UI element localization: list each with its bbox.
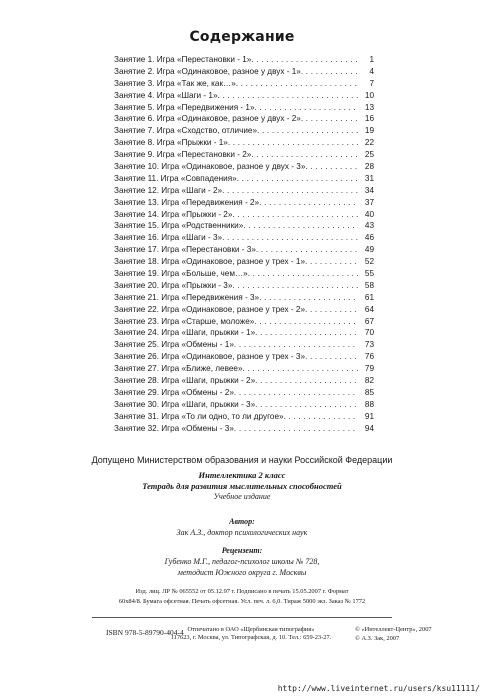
toc-entry <box>114 339 374 351</box>
toc-entry-label: Занятие 7. Игра «Сходство, отличие» <box>114 126 258 136</box>
toc-leader-dots <box>232 209 358 221</box>
toc-entry <box>114 351 374 363</box>
toc-entry <box>114 244 374 256</box>
toc-entry-page: 67 <box>364 316 374 326</box>
copyright-2: © А.З. Зак, 2007 <box>355 635 400 642</box>
copyright-1: © «Интеллект-Центр», 2007 <box>355 626 432 633</box>
toc-entry <box>114 387 374 399</box>
toc-entry <box>114 220 374 232</box>
toc-entry <box>114 280 374 292</box>
toc-entry-label: Занятие 17. Игра «Перестановки - 3» <box>114 245 256 255</box>
toc-entry <box>114 423 374 435</box>
toc-entry-label: Занятие 18. Игра «Одинаковое, разное у трех - 1» <box>114 257 306 267</box>
toc-entry-label: Занятие 28. Игра «Шаги, прыжки - 2» <box>114 376 256 386</box>
toc-entry-label: Занятие 31. Игра «То ли одно, то ли другое» <box>114 411 284 421</box>
toc-leader-dots <box>284 411 358 423</box>
toc-entry <box>114 363 374 375</box>
toc-entry <box>114 232 374 244</box>
toc-entry-label: Занятие 12. Игра «Шаги - 2» <box>114 185 223 195</box>
toc-entry <box>114 375 374 387</box>
order-number: Заказ № 1772 <box>328 598 366 605</box>
toc-entry <box>114 149 374 161</box>
toc-entry-label: Занятие 10. Игра «Одинаковое, разное у двух - 3» <box>114 162 306 172</box>
toc-entry-label: Занятие 23. Игра «Старше, моложе» <box>114 316 255 326</box>
toc-entry-page: 16 <box>364 114 374 124</box>
reviewer-heading: Рецензент: <box>221 546 263 555</box>
toc-entry-page: 91 <box>364 411 374 421</box>
toc-entry-page: 10 <box>364 90 374 100</box>
toc-leader-dots <box>259 197 358 209</box>
toc-entry-label: Занятие 8. Игра «Прыжки - 1» <box>114 138 228 148</box>
toc-entry <box>114 327 374 339</box>
toc-entry-page: 73 <box>364 340 374 350</box>
toc-leader-dots <box>305 256 358 268</box>
toc-leader-dots <box>259 292 358 304</box>
toc-leader-dots <box>255 399 358 411</box>
printer-line-1: Отпечатано в ОАО «Щербинская типография» <box>187 626 315 633</box>
toc-entry-label: Занятие 14. Игра «Прыжки - 2» <box>114 209 233 219</box>
toc-entry-page: 52 <box>364 257 374 267</box>
toc-leader-dots <box>254 316 358 328</box>
toc-entry-label: Занятие 19. Игра «Больше, чем…» <box>114 269 248 279</box>
toc-leader-dots <box>234 387 358 399</box>
toc-leader-dots <box>251 149 358 161</box>
toc-entry-label: Занятие 11. Игра «Совпадения» <box>114 173 237 183</box>
toc-entry-page: 94 <box>364 423 374 433</box>
toc-entry <box>114 78 374 90</box>
toc-entry-page: 43 <box>364 221 374 231</box>
toc-entry-page: 64 <box>364 304 374 314</box>
toc-leader-dots <box>256 244 358 256</box>
toc-leader-dots <box>222 232 358 244</box>
toc-entry-page: 58 <box>364 280 374 290</box>
toc-leader-dots <box>234 423 358 435</box>
edition-label: Учебное издание <box>213 492 271 501</box>
toc-entry-label: Занятие 24. Игра «Шаги, прыжки - 1» <box>114 328 256 338</box>
toc-entry-page: 4 <box>369 66 374 76</box>
toc-entry-page: 46 <box>364 233 374 243</box>
toc-entry <box>114 411 374 423</box>
page-title: Содержание <box>189 29 295 45</box>
author-name: Зак А.З., доктор психологических наук <box>176 528 308 537</box>
divider <box>92 617 392 618</box>
toc-entry-page: 40 <box>364 209 374 219</box>
toc-entry <box>114 102 374 114</box>
toc-leader-dots <box>305 161 358 173</box>
toc-entry-label: Занятие 15. Игра «Родственники» <box>114 221 244 231</box>
toc-entry-label: Занятие 16. Игра «Шаги - 3» <box>114 233 223 243</box>
toc-entry <box>114 316 374 328</box>
toc-entry-page: 37 <box>364 197 374 207</box>
toc-entry-page: 49 <box>364 245 374 255</box>
toc-entry <box>114 268 374 280</box>
toc-entry-label: Занятие 26. Игра «Одинаковое, разное у трех - 3» <box>114 352 306 362</box>
toc-entry-page: 19 <box>364 126 374 136</box>
toc-leader-dots <box>237 173 358 185</box>
toc-entry-page: 22 <box>364 138 374 148</box>
toc-entry-label: Занятие 32. Игра «Обмены - 3» <box>114 423 234 433</box>
toc-entry <box>114 304 374 316</box>
toc-entry-label: Занятие 30. Игра «Шаги, прыжки - 3» <box>114 399 256 409</box>
toc-leader-dots <box>257 125 358 137</box>
toc-leader-dots <box>255 327 358 339</box>
toc-entry-page: 7 <box>369 78 374 88</box>
reviewer-line-2: методист Южного округа г. Москвы <box>177 568 307 577</box>
table-of-contents <box>114 54 374 435</box>
toc-entry-label: Занятие 5. Игра «Передвижения - 1» <box>114 102 255 112</box>
toc-leader-dots <box>305 351 358 363</box>
publishing-info-line-1: Изд. лиц. ЛР № 065552 от 05.12.97 г. Подписано в печать 15.05.2007 г. Формат <box>135 588 349 595</box>
toc-entry <box>114 125 374 137</box>
toc-entry-page: 88 <box>364 399 374 409</box>
toc-entry-label: Занятие 4. Игра «Шаги - 1» <box>114 90 218 100</box>
book-subtitle: Тетрадь для развития мыслительных способностей <box>142 481 342 491</box>
toc-entry-label: Занятие 27. Игра «Ближе, левее» <box>114 364 243 374</box>
toc-entry-page: 28 <box>364 162 374 172</box>
toc-leader-dots <box>301 66 358 78</box>
author-heading: Автор: <box>229 517 255 526</box>
toc-leader-dots <box>243 363 358 375</box>
toc-leader-dots <box>232 280 358 292</box>
toc-entry-label: Занятие 25. Игра «Обмены - 1» <box>114 340 234 350</box>
toc-entry-label: Занятие 3. Игра «Так же, как…» <box>114 78 236 88</box>
toc-entry-page: 25 <box>364 150 374 160</box>
printer-line-2: 117623, г. Москва, ул. Типографская, д. 10. Тел.: 659-23-27. <box>170 634 332 641</box>
toc-entry-page: 1 <box>369 55 374 64</box>
toc-entry <box>114 185 374 197</box>
toc-entry-label: Занятие 9. Игра «Перестановки - 2» <box>114 150 252 160</box>
publishing-info-line-2 <box>0 598 484 605</box>
toc-entry-label: Занятие 20. Игра «Прыжки - 3» <box>114 280 233 290</box>
reviewer-line-1: Губенко М.Г., педагог-психолог школы № 728, <box>164 557 320 566</box>
toc-entry <box>114 113 374 125</box>
toc-leader-dots <box>228 137 358 149</box>
toc-leader-dots <box>218 90 358 102</box>
toc-entry-label: Занятие 21. Игра «Передвижения - 3» <box>114 292 260 302</box>
toc-leader-dots <box>251 54 358 66</box>
toc-entry <box>114 137 374 149</box>
toc-entry-page: 34 <box>364 185 374 195</box>
toc-leader-dots <box>236 78 358 90</box>
toc-entry-page: 13 <box>364 102 374 112</box>
toc-entry-page: 70 <box>364 328 374 338</box>
toc-entry-page: 82 <box>364 376 374 386</box>
toc-entry-label: Занятие 13. Игра «Передвижения - 2» <box>114 197 260 207</box>
isbn: ISBN 978-5-89790-404-4 <box>106 628 184 637</box>
toc-entry <box>114 173 374 185</box>
toc-leader-dots <box>255 375 358 387</box>
toc-entry <box>114 90 374 102</box>
toc-entry-page: 85 <box>364 387 374 397</box>
toc-leader-dots <box>234 339 358 351</box>
toc-entry <box>114 66 374 78</box>
toc-entry-label: Занятие 2. Игра «Одинаковое, разное у двух - 1» <box>114 66 301 76</box>
toc-entry-label: Занятие 6. Игра «Одинаковое, разное у двух - 2» <box>114 114 301 124</box>
toc-entry-label: Занятие 1. Игра «Перестановки - 1» <box>114 55 252 64</box>
approval-notice: Допущено Министерством образования и науки Российской Федерации <box>91 455 393 465</box>
toc-entry <box>114 256 374 268</box>
toc-entry <box>114 292 374 304</box>
toc-leader-dots <box>222 185 358 197</box>
toc-entry-page: 76 <box>364 352 374 362</box>
toc-entry-label: Занятие 22. Игра «Одинаковое, разное у трех - 2» <box>114 304 306 314</box>
toc-entry-page: 31 <box>364 173 374 183</box>
toc-leader-dots <box>248 268 358 280</box>
toc-entry-page: 55 <box>364 269 374 279</box>
toc-leader-dots <box>255 102 358 114</box>
toc-entry <box>114 54 374 66</box>
toc-entry-page: 79 <box>364 364 374 374</box>
book-title: Интеллектика 2 класс <box>198 470 286 480</box>
watermark-url: http://www.liveinternet.ru/users/ksu11111/ <box>277 684 480 693</box>
toc-leader-dots <box>301 113 358 125</box>
toc-leader-dots <box>243 220 358 232</box>
toc-leader-dots <box>305 304 358 316</box>
toc-entry-label: Занятие 29. Игра «Обмены - 2» <box>114 387 234 397</box>
toc-entry <box>114 197 374 209</box>
toc-entry <box>114 399 374 411</box>
publishing-info-text: 60х84/8. Бумага офсетная. Печать офсетная. Усл. печ. л. 6,0. Тираж 5000 экз. <box>118 598 328 605</box>
toc-entry-page: 61 <box>364 292 374 302</box>
toc-entry <box>114 209 374 221</box>
toc-entry <box>114 161 374 173</box>
